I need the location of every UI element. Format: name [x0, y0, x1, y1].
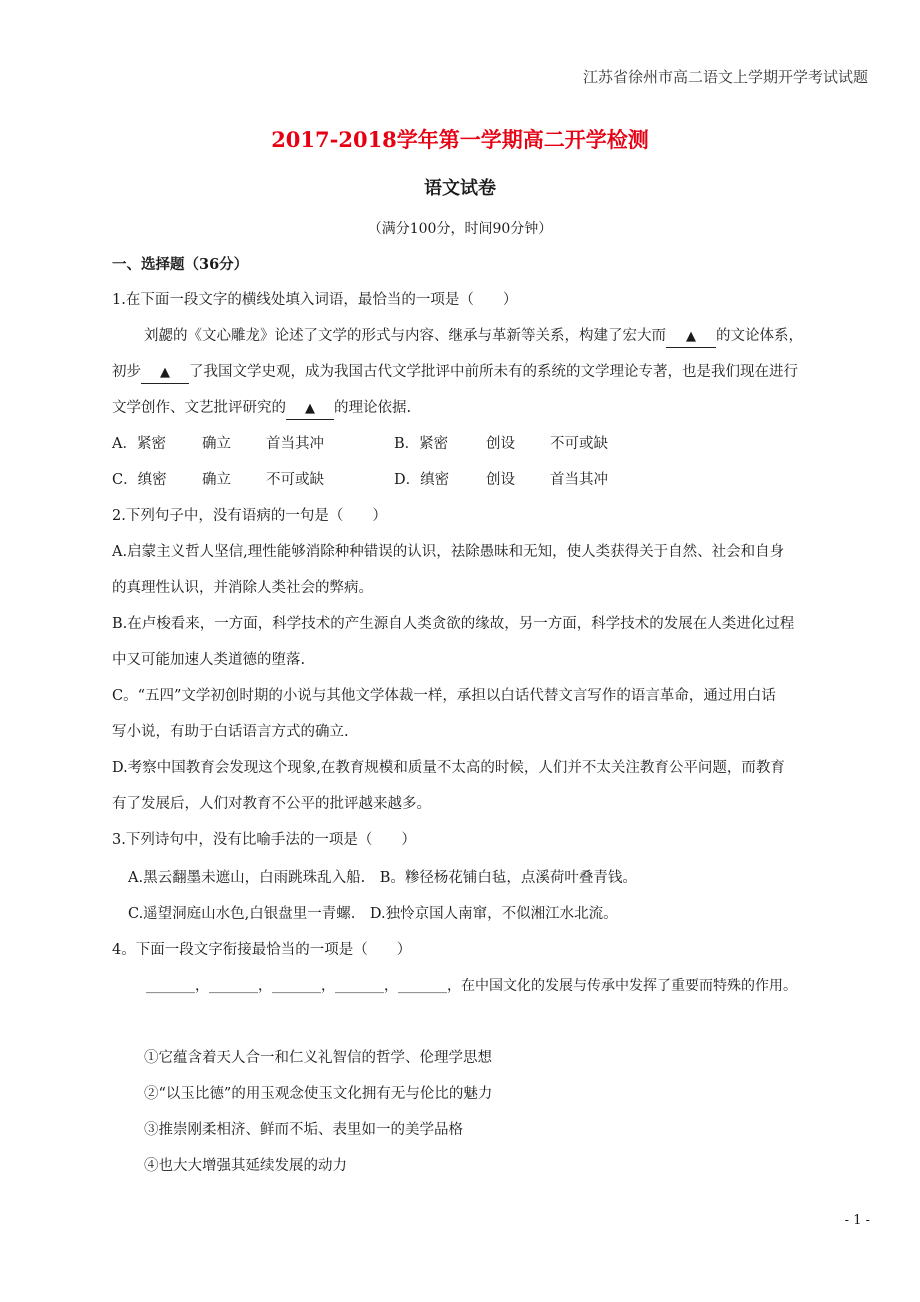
- q1-option-b: B．紧密 创设 不可或缺: [394, 436, 608, 452]
- q2-stem: 2.下列句子中，没有语病的一句是（ ）: [112, 508, 387, 524]
- q2-option-b: B.在卢梭看来，一方面，科学技术的产生源自人类贪欲的缘故，另一方面，科学技术的发展在人类进化过程: [112, 616, 795, 632]
- q3-stem: 3.下列诗句中，没有比喻手法的一项是（ ）: [112, 832, 416, 848]
- q1-passage-line2: [112, 362, 798, 384]
- q1-passage-line3: [112, 398, 411, 420]
- exam-note: （满分100分，时间90分钟）: [367, 221, 553, 237]
- q2-option-d: D.考察中国教育会发现这个现象,在教育规模和质量不太高的时候，人们并不太关注教育公平问题，而教育: [112, 760, 785, 776]
- q2-option-c: C。“五四”文学初创时期的小说与其他文学体裁一样，承担以白话代替文言写作的语言革命，通过用白话: [112, 688, 776, 704]
- q1-blank3: ▲: [286, 399, 334, 420]
- q1-option-a: A．紧密 确立 首当其冲: [112, 436, 324, 452]
- q1-text: 的理论依据.: [334, 400, 412, 416]
- q4-sentence-3: ③推崇刚柔相济、鲜而不垢、表里如一的美学品格: [144, 1122, 463, 1138]
- q1-option-c: C．缜密 确立 不可或缺: [112, 472, 324, 488]
- q2-option-a: A.启蒙主义哲人坚信,理性能够消除种种错误的认识，祛除愚昧和无知，使人类获得关于自然、社会和自身: [112, 544, 785, 560]
- q3-options-ab: A.黑云翻墨未遮山，白雨跳珠乱入船. B。糁径杨花铺白毡，点溪荷叶叠青钱。: [128, 870, 637, 886]
- q4-sentence-2: ②“以玉比德”的用玉观念使玉文化拥有无与伦比的魅力: [144, 1086, 493, 1102]
- q3-options-cd: C.遥望洞庭山水色,白银盘里一青螺. D.独怜京国人南窜，不似湘江水北流。: [128, 906, 618, 922]
- q1-blank2: ▲: [141, 363, 189, 384]
- q1-text: 刘勰的《文心雕龙》论述了文学的形式与内容、继承与革新等关系，构建了宏大而: [144, 328, 666, 344]
- q2-option-a-cont: 的真理性认识，并消除人类社会的弊病。: [112, 580, 373, 596]
- q1-text: 了我国文学史观，成为我国古代文学批评中前所未有的系统的文学理论专著，也是我们现在进行: [189, 364, 798, 380]
- q1-text: 文学创作、文艺批评研究的: [112, 400, 286, 416]
- q2-option-b-cont: 中又可能加速人类道德的堕落.: [112, 652, 306, 668]
- q1-text: 初步: [112, 364, 141, 380]
- q2-option-d-cont: 有了发展后，人们对教育不公平的批评越来越多。: [112, 796, 431, 812]
- q4-sentence-4: ④也大大增强其延续发展的动力: [144, 1158, 347, 1174]
- q4-blanks-line: _______，_______，_______，_______，_______，在中国文化的发展与传承中发挥了重要而特殊的作用。: [146, 978, 797, 994]
- q4-sentence-1: ①它蕴含着天人合一和仁义礼智信的哲学、伦理学思想: [144, 1050, 492, 1066]
- page-header: 江苏省徐州市高二语文上学期开学考试试题: [582, 68, 868, 86]
- q1-option-d: D．缜密 创设 首当其冲: [394, 472, 608, 488]
- q1-stem: 1.在下面一段文字的横线处填入词语，最恰当的一项是（ ）: [112, 292, 518, 308]
- section-heading: 一、选择题（36分）: [112, 256, 249, 273]
- exam-subtitle: 语文试卷: [424, 178, 496, 199]
- q1-passage-line1: [144, 326, 803, 348]
- page-number: - 1 -: [844, 1213, 870, 1228]
- q2-option-c-cont: 写小说，有助于白话语言方式的确立.: [112, 724, 349, 740]
- q4-stem: 4。下面一段文字衔接最恰当的一项是（ ）: [112, 942, 412, 958]
- exam-title: 2017-2018学年第一学期高二开学检测: [271, 127, 649, 152]
- q1-blank1: ▲: [666, 327, 716, 348]
- q1-text: 的文论体系，: [716, 328, 803, 344]
